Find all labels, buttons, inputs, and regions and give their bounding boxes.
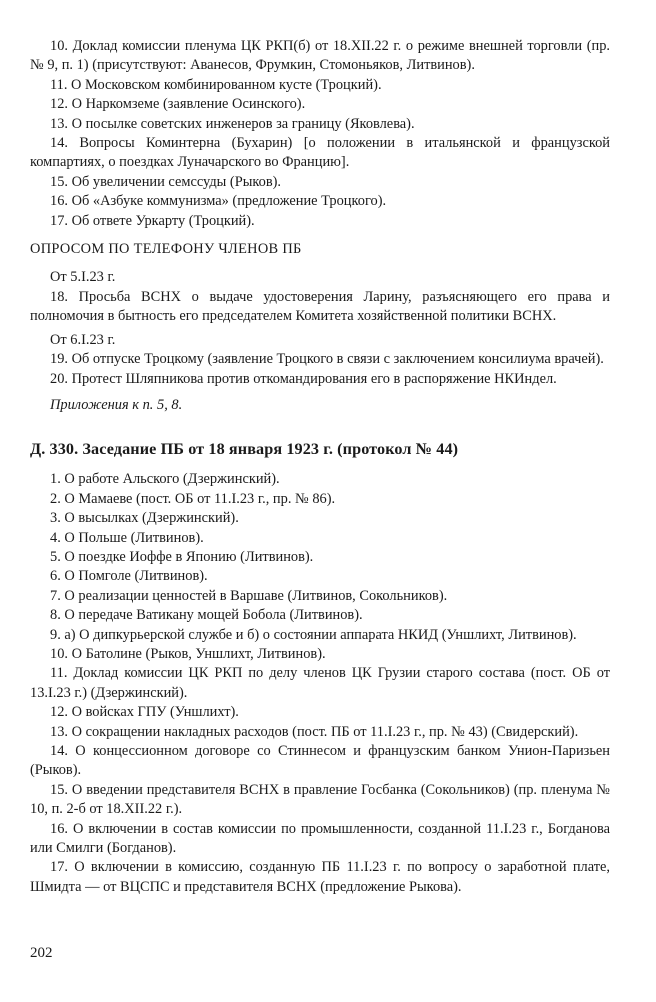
- agenda-item: 12. О Наркомземе (заявление Осинского).: [50, 96, 306, 113]
- agenda-item: 1. О работе Альского (Дзержинский).: [50, 471, 280, 488]
- agenda-item: 2. О Мамаеве (пост. ОБ от 11.I.23 г., пр. № 86).: [50, 490, 336, 507]
- meeting-agenda: [30, 470, 610, 897]
- agenda-item: 20. Протест Шляпникова против откомандирования его в распоряжение НКИндел.: [50, 370, 557, 387]
- phone-poll-heading: ОПРОСОМ ПО ТЕЛЕФОНУ ЧЛЕНОВ ПБ: [30, 241, 302, 258]
- document-title: Д. 330. Заседание ПБ от 18 января 1923 г. (протокол № 44): [30, 440, 459, 459]
- agenda-item: 4. О Польше (Литвинов).: [50, 529, 204, 546]
- agenda-item: 15. О введении представителя ВСНХ в правление Госбанка (Сокольников) (пр. пленума № 10, п. 2-б от 18.XII.22 г.).: [30, 781, 610, 818]
- agenda-item: 19. Об отпуске Троцкому (заявление Троцкого в связи с заключением консилиума врачей).: [50, 351, 604, 368]
- agenda-item: 11. О Московском комбинированном кусте (Троцкий).: [50, 76, 382, 93]
- agenda-item: 10. Доклад комиссии пленума ЦК РКП(б) от 18.XII.22 г. о режиме внешней торговли (пр. № 9, п. 1) (присутствуют: Аванесов, Фрумкин, Стомоньяков, Литвинов).: [30, 38, 610, 74]
- agenda-item: 14. Вопросы Коминтерна (Бухарин) [о положении в итальянской и французской компартиях, о поездках Луначарского во Францию].: [30, 135, 610, 171]
- agenda-item: 14. О концессионном договоре со Стиннесом и французским банком Унион-Паризьен (Рыков).: [30, 743, 610, 779]
- agenda-item: 16. Об «Азбуке коммунизма» (предложение Троцкого).: [50, 193, 387, 210]
- poll-date: От 5.I.23 г.: [50, 269, 116, 286]
- agenda-item: 13. О сокращении накладных расходов (пост. ПБ от 11.I.23 г., пр. № 43) (Свидерский).: [50, 723, 579, 740]
- agenda-item: 17. Об ответе Уркарту (Троцкий).: [50, 212, 255, 229]
- agenda-item: 15. Об увеличении семссуды (Рыков).: [50, 173, 282, 190]
- appendix-note: Приложения к п. 5, 8.: [50, 396, 183, 413]
- agenda-item: 8. О передаче Ватикану мощей Бобола (Литвинов).: [50, 607, 363, 624]
- agenda-item: 13. О посылке советских инженеров за границу (Яковлева).: [50, 115, 415, 132]
- agenda-item: 18. Просьба ВСНХ о выдаче удостоверения Ларину, разъясняющего его права и полномочия в бытность его председателем Комитета хозяйственной политики ВСНХ.: [30, 288, 610, 325]
- page-number: 202: [30, 945, 53, 961]
- agenda-continuation: [30, 37, 610, 231]
- agenda-item: 12. О войсках ГПУ (Уншлихт).: [50, 704, 239, 721]
- agenda-item: 6. О Помголе (Литвинов).: [50, 568, 208, 585]
- agenda-item: 7. О реализации ценностей в Варшаве (Литвинов, Сокольников).: [50, 587, 448, 604]
- poll-date: От 6.I.23 г.: [50, 331, 116, 348]
- agenda-item: 16. О включении в состав комиссии по промышленности, созданной 11.I.23 г., Богданова или Смилги (Богданов).: [30, 820, 610, 857]
- agenda-item: 10. О Батолине (Рыков, Уншлихт, Литвинов).: [50, 645, 326, 662]
- agenda-item: 9. а) О дипкурьерской службе и б) о состоянии аппарата НКИД (Уншлихт, Литвинов).: [50, 626, 577, 643]
- agenda-item: 11. Доклад комиссии ЦК РКП по делу членов ЦК Грузии старого состава (пост. ОБ от 13.I.23 г.) (Дзержинский).: [30, 665, 610, 701]
- agenda-item: 3. О высылках (Дзержинский).: [50, 510, 239, 527]
- agenda-item: 17. О включении в комиссию, созданную ПБ 11.I.23 г. по вопросу о заработной плате, Шмидта — от ВЦСПС и представителя ВСНХ (предложение Рыкова).: [30, 859, 610, 895]
- agenda-item: 5. О поездке Иоффе в Японию (Литвинов).: [50, 548, 314, 565]
